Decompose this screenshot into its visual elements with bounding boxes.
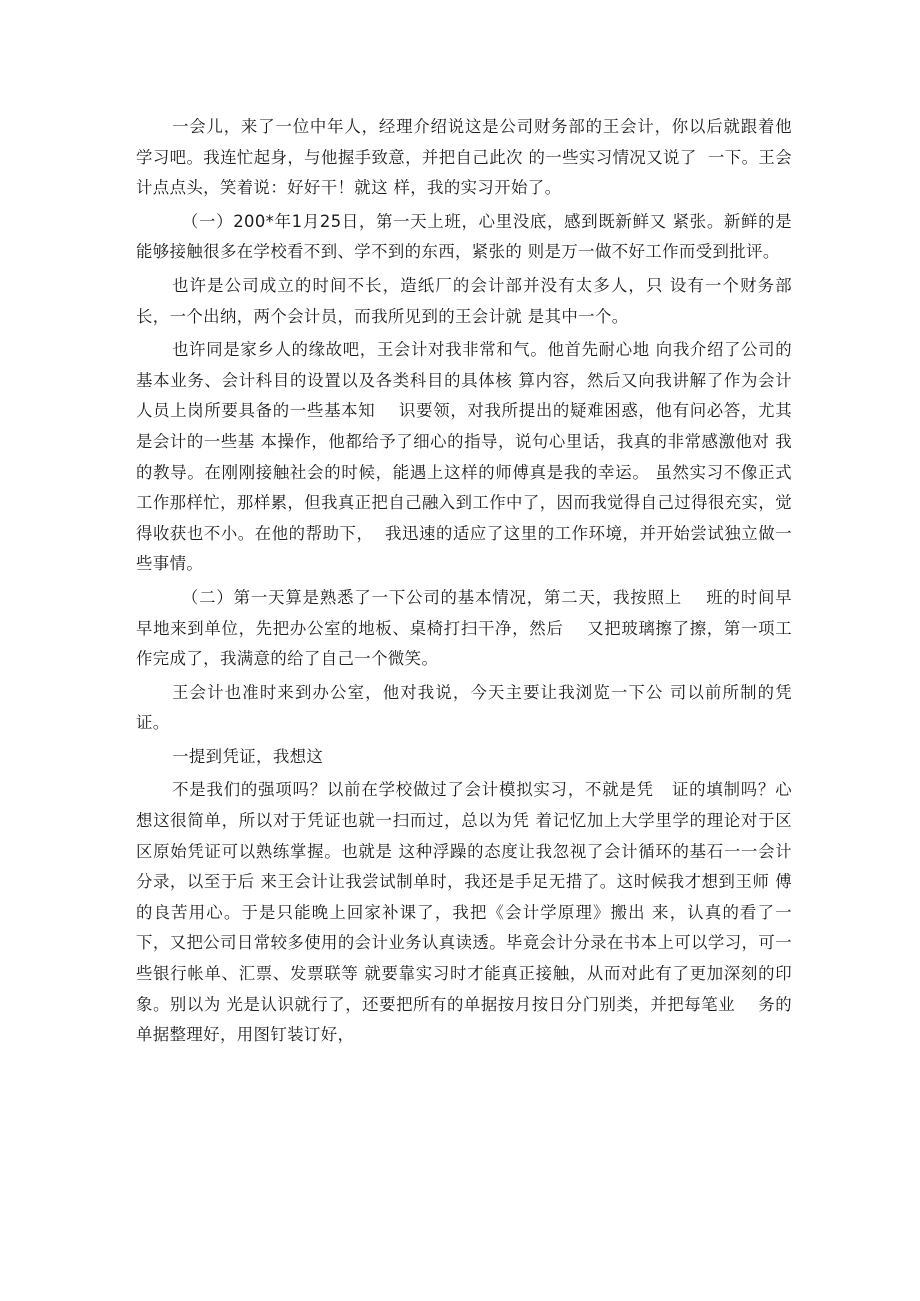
paragraph-section-two: （二）第一天算是熟悉了一下公司的基本情况，第二天，我按照上 班的时间早早地来到单位，先把办公室的地板、桌椅打扫干净，然后 又把玻璃擦了擦，第一项工作完成了，我满意的给了自己一个微笑。 <box>136 587 792 669</box>
paragraph-company-staff: 也许是公司成立的时间不长，造纸厂的会计部并没有太多人，只 设有一个财务部长，一个出纳，两个会计员，而我所见到的王会计就 是其中一个。 <box>136 275 792 326</box>
paragraph-vouchers-task: 王会计也准时来到办公室，他对我说，今天主要让我浏览一下公 司以前所制的凭证。 <box>136 682 792 733</box>
paragraph-vouchers-thought: 一提到凭证，我想这 <box>172 746 324 766</box>
paragraph-vouchers-detail: 不是我们的强项吗？以前在学校做过了会计模拟实习，不就是凭 证的填制吗？心想这很简单，所以对于凭证也就一扫而过，总以为凭 着记忆加上大学里学的理论对于区区原始凭证可以熟练掌握。也就是 这种浮躁的态度让我忽视了会计循环的基石一一会计分录，以至于后 来王会计让我尝试制单时，我还是手足无措了。这时候我才想到王师 傅的良苦用心。于是只能晚上回家补课了，我把《会计学原理》搬出 来，认真的看了一下，又把公司日常较多使用的会计业务认真读透。毕竟会计分录在书本上可以学习，可一些银行帐单、汇票、发票联等 就要靠实习时才能真正接触，从而对此有了更加深刻的印象。别以为 光是认识就行了，还要把所有的单据按月按日分门别类，并把每笔业 务的单据整理好，用图钉装订好， <box>136 780 792 1045</box>
paragraph-section-one: （一）200*年1月25日，第一天上班，心里没底，感到既新鲜又 紧张。新鲜的是能够接触很多在学校看不到、学不到的东西，紧张的 则是万一做不好工作而受到批评。 <box>136 211 792 262</box>
paragraph-mentor: 也许同是家乡人的缘故吧，王会计对我非常和气。他首先耐心地 向我介绍了公司的基本业务、会计科目的设置以及各类科目的具体核 算内容，然后又向我讲解了作为会计人员上岗所要具备的一些基本知 识要领，对我所提出的疑难困惑，他有问必答，尤其是会计的一些基 本操作，他都给予了细心的指导，说句心里话，我真的非常感激他对 我的教导。在刚刚接触社会的时候，能遇上这样的师傅真是我的幸运。 虽然实习不像正式工作那样忙，那样累，但我真正把自己融入到工作中了，因而我觉得自己过得很充实，觉得收获也不小。在他的帮助下， 我迅速的适应了这里的工作环境，并开始尝试独立做一些事情。 <box>136 340 792 574</box>
document-page <box>136 112 792 1054</box>
paragraph-intro: 一会儿，来了一位中年人，经理介绍说这是公司财务部的王会计，你以后就跟着他学习吧。我连忙起身，与他握手致意，并把自己此次 的一些实习情况又说了 一下。王会计点点头，笑着说：好好干！就这 样，我的实习开始了。 <box>136 117 792 198</box>
